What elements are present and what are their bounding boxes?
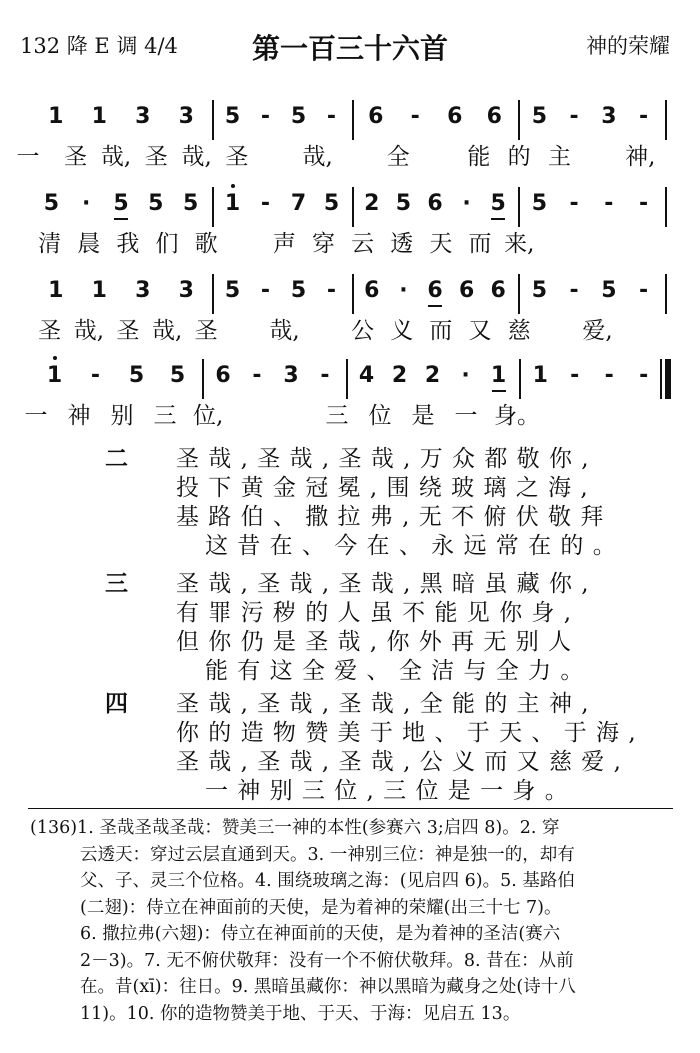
lyric-char: 三 xyxy=(153,403,177,429)
lyric-char: 神 xyxy=(67,403,91,429)
note: - xyxy=(326,278,337,303)
note: 1 xyxy=(532,363,548,388)
note: 4 xyxy=(358,363,375,388)
bar-line xyxy=(660,359,662,399)
verse-number: 三 xyxy=(105,571,128,597)
note: 5 xyxy=(224,278,241,303)
note: · xyxy=(82,191,91,216)
bar-line xyxy=(212,187,214,227)
bar-line xyxy=(518,274,520,314)
note: 3 xyxy=(178,278,194,303)
note: - xyxy=(326,104,337,129)
note: 1 xyxy=(48,278,64,303)
lyric-char: 圣 xyxy=(144,144,168,170)
note: 6 xyxy=(458,278,475,303)
note: - xyxy=(410,104,420,129)
lyric-line xyxy=(16,142,666,178)
lyric-char: 晨 xyxy=(77,231,101,257)
lyric-char: 哉, xyxy=(181,144,212,170)
note: 5 xyxy=(182,191,199,216)
lyric-char: 云 xyxy=(351,231,375,257)
footnote-line: 2－3)。7. 无不俯伏敬拜：没有一个不俯伏敬拜。8. 昔在：从前 xyxy=(80,950,574,971)
footnotes xyxy=(30,815,675,1027)
note: 5 xyxy=(109,191,133,217)
note: 6 xyxy=(368,104,384,129)
lyric-char: 声 xyxy=(272,231,296,257)
verse-number: 二 xyxy=(105,446,128,472)
lyric-char: 是 xyxy=(411,403,435,429)
note: - xyxy=(570,363,580,388)
lyric-char: 圣 xyxy=(64,144,88,170)
lyric-line xyxy=(40,316,666,352)
note: 6 xyxy=(423,278,447,304)
note: 3 xyxy=(135,278,151,303)
note: 3 xyxy=(283,363,299,388)
lyric-char: 身。 xyxy=(494,403,540,429)
bar-line xyxy=(665,187,667,227)
footnote-line: 6. 撒拉弗(六翅)：侍立在神面前的天使，是为着神的圣洁(赛六 xyxy=(80,924,561,944)
bar-line xyxy=(352,274,354,314)
note: · xyxy=(399,278,408,303)
notation-line xyxy=(40,96,666,142)
footnote-line: (136)1. 圣哉圣哉圣哉：赞美三一神的本性(参赛六 3;启四 8)。2. 穿 xyxy=(30,818,560,838)
note: - xyxy=(604,191,614,216)
lyric-char: 我 xyxy=(116,231,140,257)
bar-line xyxy=(519,359,521,399)
note: 2 xyxy=(391,363,408,388)
note: 1 xyxy=(91,104,107,129)
verse-line: 圣 哉 , 圣 哉 , 圣 哉 , 全 能 的 主 神 , xyxy=(176,691,590,717)
note: - xyxy=(260,191,271,216)
note: 6 xyxy=(447,104,463,129)
hymn-title: 第一百三十六首 xyxy=(251,32,448,65)
verse-line: 你 的 造 物 赞 美 于 地 、 于 天 、 于 海 , xyxy=(176,720,637,746)
note: 5 xyxy=(128,363,145,388)
footnote-line: 云透天：穿过云层直通到天。3. 一神别三位：神是独一的，却有 xyxy=(80,844,575,865)
lyric-char: 哉, xyxy=(269,318,300,344)
note: - xyxy=(569,191,579,216)
verse-line: 圣 哉 , 圣 哉 , 圣 哉 , 公 义 而 又 慈 爱 , xyxy=(176,749,622,775)
note: - xyxy=(569,278,579,303)
note: 6 xyxy=(364,278,380,303)
lyric-char: 全 xyxy=(386,144,410,170)
lyric-char: 别 xyxy=(110,403,134,429)
note: 6 xyxy=(427,191,443,216)
note: - xyxy=(90,363,101,388)
lyric-char: 透 xyxy=(390,231,414,257)
note: 3 xyxy=(135,104,151,129)
lyric-char: 义 xyxy=(390,318,414,344)
note: - xyxy=(604,363,614,388)
lyric-char: 圣 xyxy=(194,318,218,344)
lyric-char: 歌 xyxy=(194,231,218,257)
bar-line xyxy=(665,100,667,140)
lyric-char: 们 xyxy=(155,231,179,257)
lyric-char: 而 xyxy=(468,231,492,257)
bar-line xyxy=(346,359,348,399)
lyric-char: 能 xyxy=(467,144,491,170)
note: - xyxy=(639,363,649,388)
note: 5 xyxy=(148,191,164,216)
note: 1 xyxy=(43,363,67,389)
note: 5 xyxy=(486,191,510,217)
note: 6 xyxy=(486,104,502,129)
note: 5 xyxy=(601,278,617,303)
note: 5 xyxy=(290,278,307,303)
lyric-char: 天 xyxy=(429,231,453,257)
note: 1 xyxy=(48,104,64,129)
footnote-line: 在。昔(xī)：往日。9. 黑暗虽藏你：神以黑暗为藏身之处(诗十八 xyxy=(80,977,576,997)
lyric-char: 一 xyxy=(16,144,40,170)
lyric-char: 来, xyxy=(504,231,535,257)
lyric-char: 慈 xyxy=(507,318,531,344)
note: - xyxy=(252,363,262,388)
lyric-char: 又 xyxy=(468,318,492,344)
lyric-char: 圣 xyxy=(116,318,140,344)
bar-line xyxy=(665,274,667,314)
bar-line xyxy=(352,100,354,140)
note: 3 xyxy=(178,104,194,129)
note: 6 xyxy=(490,278,506,303)
lyric-char: 三 xyxy=(325,403,349,429)
verse-line: 投 下 黄 金 冠 冕 , 围 绕 玻 璃 之 海 , xyxy=(176,475,589,501)
note: - xyxy=(320,363,330,388)
lyric-line xyxy=(40,229,666,265)
note: 6 xyxy=(215,363,231,388)
lyric-char: 神, xyxy=(625,144,656,170)
hymn-subtitle: 神的荣耀 xyxy=(586,34,670,58)
lyric-char: 位, xyxy=(193,403,224,429)
lyric-char: 圣 xyxy=(225,144,249,170)
note: 1 xyxy=(487,363,511,389)
lyric-char: 穿 xyxy=(311,231,335,257)
notation-line xyxy=(40,183,666,229)
note: 5 xyxy=(224,104,241,129)
hymn-key-signature: 132 降 E 调 4/4 xyxy=(20,34,178,58)
lyric-char: 哉, xyxy=(100,144,132,170)
notation-line xyxy=(40,270,666,316)
note: - xyxy=(639,278,649,303)
note: 2 xyxy=(364,191,380,216)
lyric-char: 爱, xyxy=(582,318,613,344)
note: - xyxy=(639,104,649,129)
note: 5 xyxy=(290,104,307,129)
footnote-line: (二翅)：侍立在神面前的天使，是为着神的荣耀(出三十七 7)。 xyxy=(80,897,562,918)
lyric-char: 主 xyxy=(547,144,571,170)
note: - xyxy=(639,191,649,216)
note: 5 xyxy=(531,104,548,129)
note: 5 xyxy=(169,363,186,388)
note: - xyxy=(260,104,271,129)
note: 2 xyxy=(424,363,441,388)
final-bar-line xyxy=(665,359,671,399)
note: 5 xyxy=(531,191,548,216)
note: 5 xyxy=(395,191,412,216)
verse-line: 圣 哉 , 圣 哉 , 圣 哉 , 黑 暗 虽 藏 你 , xyxy=(176,571,590,597)
note: 3 xyxy=(601,104,617,129)
lyric-char: 位 xyxy=(368,403,392,429)
bar-line xyxy=(518,187,520,227)
bar-line xyxy=(202,359,204,399)
note: - xyxy=(260,278,271,303)
note: 1 xyxy=(91,278,107,303)
notation-line xyxy=(40,355,666,401)
note: 5 xyxy=(43,191,60,216)
bar-line xyxy=(518,100,520,140)
note: 5 xyxy=(531,278,548,303)
bar-line xyxy=(212,274,214,314)
note: - xyxy=(569,104,579,129)
lyric-char: 而 xyxy=(429,318,453,344)
lyric-char: 一 xyxy=(24,403,48,429)
lyric-char: 哉, xyxy=(151,318,183,344)
note: 1 xyxy=(221,191,245,217)
footnote-divider xyxy=(28,808,673,809)
verse-line: 但 你 仍 是 圣 哉 , 你 外 再 无 别 人 xyxy=(176,629,573,655)
lyric-char: 的 xyxy=(507,144,531,170)
lyric-char: 哉, xyxy=(73,318,104,344)
bar-line xyxy=(352,187,354,227)
lyric-char: 一 xyxy=(454,403,478,429)
verse-number: 四 xyxy=(105,691,128,717)
note: 7 xyxy=(290,191,307,216)
verse-line: 一 神 别 三 位 , 三 位 是 一 身 。 xyxy=(205,778,569,804)
footnote-line: 11)。10. 你的造物赞美于地、于天、于海：见启五 13。 xyxy=(80,1003,521,1024)
note: · xyxy=(461,363,470,388)
note: · xyxy=(462,191,471,216)
lyric-char: 公 xyxy=(351,318,375,344)
verse-line: 这 昔 在 、 今 在 、 永 远 常 在 的 。 xyxy=(205,533,617,559)
verse-line: 圣 哉 , 圣 哉 , 圣 哉 , 万 众 都 敬 你 , xyxy=(176,446,590,472)
lyric-char: 清 xyxy=(38,231,62,257)
bar-line xyxy=(212,100,214,140)
note: 5 xyxy=(323,191,340,216)
lyric-char: 圣 xyxy=(38,318,62,344)
lyric-line xyxy=(24,401,666,437)
lyric-char: 哉, xyxy=(302,144,333,170)
verse-line: 有 罪 污 秽 的 人 虽 不 能 见 你 身 , xyxy=(176,600,573,626)
footnote-line: 父、子、灵三个位格。4. 围绕玻璃之海：(见启四 6)。5. 基路伯 xyxy=(80,871,575,891)
verse-line: 基 路 伯 、 撒 拉 弗 , 无 不 俯 伏 敬 拜 xyxy=(176,504,605,530)
verse-line: 能 有 这 全 爱 、 全 洁 与 全 力 。 xyxy=(205,658,585,684)
